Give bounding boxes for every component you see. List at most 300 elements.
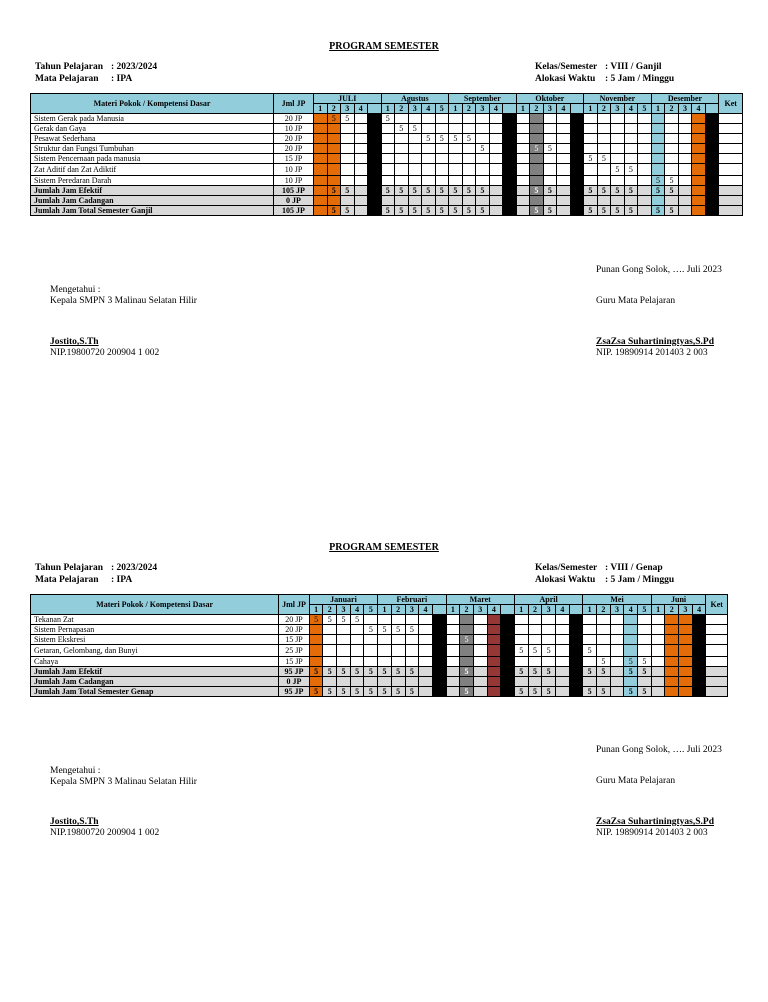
ket-cell: [706, 615, 728, 625]
week-cell: [435, 144, 449, 154]
guru-title: Guru Mata Pelajaran: [596, 776, 676, 786]
week-cell: 5: [476, 205, 490, 215]
week-cell: [692, 114, 706, 124]
week-cell: [405, 645, 419, 657]
week-cell: [364, 645, 378, 657]
week-number: 2: [460, 605, 474, 615]
week-cell: [692, 134, 706, 144]
week-cell: 5: [341, 205, 355, 215]
kelas-value: : VIII / Genap: [605, 563, 663, 573]
week-cell: [368, 154, 382, 164]
week-cell: [446, 666, 460, 676]
week-cell: [570, 134, 584, 144]
materi-cell: Cahaya: [31, 656, 279, 666]
week-number: 4: [624, 104, 638, 114]
materi-cell: Gerak dan Gaya: [31, 124, 274, 134]
week-cell: [665, 625, 679, 635]
week-cell: [570, 124, 584, 134]
kelas-value: : VIII / Ganjil: [605, 62, 662, 72]
week-cell: 5: [569, 645, 583, 657]
week-cell: 5: [583, 686, 597, 696]
mapel-value: : IPA: [111, 73, 133, 84]
week-cell: 5: [378, 686, 392, 696]
week-cell: 5: [327, 114, 341, 124]
jml-cell: 105 JP: [274, 205, 314, 215]
week-cell: [489, 205, 503, 215]
week-cell: [489, 195, 503, 205]
week-cell: [314, 134, 328, 144]
week-cell: [610, 656, 624, 666]
week-cell: [528, 615, 542, 625]
week-cell: 5: [327, 205, 341, 215]
week-cell: [679, 635, 693, 645]
week-number: 2: [395, 104, 409, 114]
week-cell: 5: [651, 185, 665, 195]
week-cell: 5: [569, 686, 583, 696]
week-cell: [395, 175, 409, 185]
week-cell: [651, 615, 665, 625]
week-cell: 5: [337, 686, 351, 696]
total-row: [31, 195, 743, 205]
week-cell: [557, 175, 571, 185]
week-cell: 5: [378, 666, 392, 676]
semester-table: [30, 93, 743, 216]
materi-cell: Sistem Peredaran Darah: [31, 175, 274, 185]
week-number: 1: [449, 104, 463, 114]
week-cell: [309, 625, 323, 635]
week-cell: [705, 185, 719, 195]
jml-cell: 15 JP: [274, 154, 314, 164]
week-cell: [395, 134, 409, 144]
week-cell: [557, 195, 571, 205]
table-row: [31, 124, 743, 134]
week-cell: 5: [543, 185, 557, 195]
week-cell: [476, 114, 490, 124]
week-cell: [543, 175, 557, 185]
week-cell: [597, 625, 611, 635]
week-cell: 5: [449, 134, 463, 144]
week-cell: [350, 635, 364, 645]
week-cell: 5: [514, 666, 528, 676]
week-cell: [419, 645, 433, 657]
week-cell: [679, 615, 693, 625]
week-cell: [435, 154, 449, 164]
week-cell: [624, 124, 638, 134]
week-cell: [597, 676, 611, 686]
week-cell: [503, 164, 517, 176]
week-cell: [503, 195, 517, 205]
week-cell: [555, 676, 569, 686]
week-cell: 5: [542, 645, 556, 657]
week-number: 1: [651, 104, 665, 114]
kelas-label: Kelas/Semester: [535, 62, 598, 72]
kepala-signature: [50, 817, 159, 839]
week-cell: [555, 625, 569, 635]
week-number: 3: [337, 605, 351, 615]
week-cell: [489, 164, 503, 176]
week-cell: [543, 114, 557, 124]
week-cell: [597, 635, 611, 645]
week-cell: [665, 645, 679, 657]
jml-cell: 25 JP: [279, 645, 310, 657]
week-number: 4: [557, 104, 571, 114]
week-cell: [395, 195, 409, 205]
week-cell: [381, 195, 395, 205]
week-cell: 5: [364, 686, 378, 696]
jml-cell: 20 JP: [279, 625, 310, 635]
week-number: 3: [543, 104, 557, 114]
week-cell: [323, 645, 337, 657]
week-cell: [381, 175, 395, 185]
total-row: [31, 666, 728, 676]
week-cell: [476, 164, 490, 176]
week-cell: 5: [462, 134, 476, 144]
week-cell: 5: [309, 615, 323, 625]
week-cell: [678, 154, 692, 164]
week-cell: [530, 154, 544, 164]
guru-name: ZsaZsa Suhartiningtyas,S.Pd: [596, 337, 714, 347]
table-row: [31, 656, 728, 666]
week-cell: [460, 625, 474, 635]
jml-cell: 20 JP: [279, 615, 310, 625]
week-cell: [679, 656, 693, 666]
week-cell: 5: [528, 645, 542, 657]
week-cell: [557, 114, 571, 124]
jml-cell: 10 JP: [274, 124, 314, 134]
week-cell: [341, 144, 355, 154]
jml-cell: 0 JP: [274, 195, 314, 205]
week-cell: [584, 164, 598, 176]
week-cell: [555, 656, 569, 666]
week-cell: [638, 185, 652, 195]
week-cell: [543, 154, 557, 164]
week-cell: [610, 686, 624, 696]
week-cell: [665, 164, 679, 176]
week-number: 1: [309, 605, 323, 615]
week-cell: 5: [435, 134, 449, 144]
week-cell: [624, 195, 638, 205]
week-cell: [419, 635, 433, 645]
week-cell: [705, 134, 719, 144]
materi-cell: Tekanan Zat: [31, 615, 279, 625]
week-cell: [337, 676, 351, 686]
week-cell: [516, 144, 530, 154]
week-number: 4: [350, 605, 364, 615]
week-cell: [651, 645, 665, 657]
week-cell: 5: [337, 666, 351, 676]
week-cell: [679, 625, 693, 635]
week-cell: 5: [327, 185, 341, 195]
week-cell: [610, 676, 624, 686]
week-cell: [624, 645, 638, 657]
week-cell: [419, 625, 433, 635]
week-cell: [583, 635, 597, 645]
week-cell: [473, 666, 487, 676]
week-cell: [405, 676, 419, 686]
week-cell: [473, 625, 487, 635]
week-cell: [584, 134, 598, 144]
week-number: [705, 104, 719, 114]
week-cell: [610, 666, 624, 676]
week-cell: [624, 175, 638, 185]
ket-cell: [719, 185, 743, 195]
col-header-ket: Ket: [719, 94, 743, 114]
tahun-label: Tahun Pelajaran: [35, 62, 104, 72]
week-cell: [542, 656, 556, 666]
week-cell: [651, 666, 665, 676]
week-cell: [610, 645, 624, 657]
week-cell: [542, 635, 556, 645]
week-cell: 5: [405, 666, 419, 676]
week-cell: [408, 175, 422, 185]
week-cell: [432, 625, 446, 635]
week-cell: [624, 134, 638, 144]
week-cell: 5: [449, 205, 463, 215]
guru-title: Guru Mata Pelajaran: [596, 296, 676, 306]
jml-cell: 95 JP: [279, 686, 310, 696]
mengetahui-block: [50, 766, 197, 788]
week-cell: 5: [350, 666, 364, 676]
week-cell: 5: [611, 205, 625, 215]
week-cell: [350, 656, 364, 666]
week-cell: [364, 635, 378, 645]
week-cell: 5: [514, 645, 528, 657]
table-row: [31, 114, 743, 124]
week-cell: [557, 154, 571, 164]
week-cell: [354, 164, 368, 176]
alokasi-label: Alokasi Waktu: [535, 73, 596, 84]
week-cell: [476, 195, 490, 205]
week-number: [570, 104, 584, 114]
ket-cell: [706, 645, 728, 657]
week-cell: [405, 635, 419, 645]
week-cell: [557, 164, 571, 176]
week-cell: [489, 154, 503, 164]
week-cell: [583, 656, 597, 666]
week-cell: [462, 175, 476, 185]
tahun-label: Tahun Pelajaran: [35, 563, 104, 573]
week-cell: 5: [543, 144, 557, 154]
week-number: 1: [446, 605, 460, 615]
week-cell: [516, 164, 530, 176]
month-header: Oktober: [516, 94, 584, 104]
week-cell: [584, 144, 598, 154]
week-cell: [422, 175, 436, 185]
week-cell: [405, 656, 419, 666]
week-cell: [705, 144, 719, 154]
week-cell: [337, 645, 351, 657]
week-cell: [395, 114, 409, 124]
week-cell: [309, 656, 323, 666]
week-cell: [419, 686, 433, 696]
week-cell: [530, 175, 544, 185]
week-number: 2: [391, 605, 405, 615]
week-cell: [489, 185, 503, 195]
info-left: [35, 62, 157, 85]
week-number: [368, 104, 382, 114]
week-cell: [422, 114, 436, 124]
week-cell: [597, 124, 611, 134]
week-cell: [570, 195, 584, 205]
col-header-jml: Jml JP: [279, 595, 310, 615]
week-cell: [678, 134, 692, 144]
week-cell: [327, 164, 341, 176]
week-cell: [432, 645, 446, 657]
week-cell: [462, 124, 476, 134]
week-cell: [692, 635, 706, 645]
week-cell: [624, 144, 638, 154]
week-cell: [503, 124, 517, 134]
week-cell: [337, 656, 351, 666]
table-row: [31, 625, 728, 635]
week-cell: [611, 114, 625, 124]
week-cell: 5: [323, 615, 337, 625]
materi-cell: Zat Aditif dan Zat Adiktif: [31, 164, 274, 176]
week-cell: [460, 676, 474, 686]
week-cell: 5: [624, 656, 638, 666]
week-cell: [487, 625, 501, 635]
week-cell: [462, 114, 476, 124]
tahun-value: : 2023/2024: [111, 62, 158, 72]
month-header: April: [514, 595, 582, 605]
week-cell: [368, 134, 382, 144]
materi-cell: Sistem Pernapasan: [31, 625, 279, 635]
week-cell: [368, 195, 382, 205]
week-cell: 5: [570, 154, 584, 164]
week-cell: 5: [408, 185, 422, 195]
week-cell: 5: [597, 656, 611, 666]
week-number: 3: [679, 605, 693, 615]
week-cell: [462, 144, 476, 154]
week-number: 4: [692, 605, 706, 615]
week-cell: 5: [665, 175, 679, 185]
week-cell: [314, 164, 328, 176]
week-cell: [692, 124, 706, 134]
week-cell: [692, 666, 706, 676]
week-cell: 5: [665, 205, 679, 215]
week-cell: [473, 635, 487, 645]
jml-cell: 15 JP: [279, 656, 310, 666]
guru-name: ZsaZsa Suhartiningtyas,S.Pd: [596, 817, 714, 827]
info-right: [535, 563, 674, 586]
week-cell: 5: [638, 666, 652, 676]
week-cell: [516, 124, 530, 134]
week-cell: 5: [395, 185, 409, 195]
week-cell: [449, 175, 463, 185]
ket-cell: [706, 666, 728, 676]
week-cell: [446, 625, 460, 635]
materi-cell: Struktur dan Fungsi Tumbuhan: [31, 144, 274, 154]
week-cell: [419, 666, 433, 676]
week-cell: 5: [435, 185, 449, 195]
month-header: Maret: [446, 595, 514, 605]
week-number: 5: [638, 605, 652, 615]
week-cell: 5: [422, 185, 436, 195]
week-cell: [651, 635, 665, 645]
total-row: [31, 185, 743, 195]
week-cell: 5: [624, 686, 638, 696]
week-cell: [337, 625, 351, 635]
week-cell: 5: [337, 615, 351, 625]
week-cell: [692, 154, 706, 164]
ket-cell: [719, 154, 743, 164]
week-number: 1: [584, 104, 598, 114]
jml-cell: 20 JP: [274, 114, 314, 124]
week-cell: [501, 645, 515, 657]
week-number: 5: [435, 104, 449, 114]
week-cell: 5: [408, 124, 422, 134]
week-cell: [323, 676, 337, 686]
week-cell: [584, 124, 598, 134]
week-cell: [381, 144, 395, 154]
week-cell: [692, 686, 706, 696]
week-cell: [354, 134, 368, 144]
week-cell: [542, 676, 556, 686]
week-cell: [503, 134, 517, 144]
week-cell: [679, 686, 693, 696]
week-cell: [665, 154, 679, 164]
week-cell: 5: [611, 164, 625, 176]
week-number: 4: [422, 104, 436, 114]
page-title: PROGRAM SEMESTER: [329, 542, 439, 553]
week-number: 3: [408, 104, 422, 114]
week-number: 3: [341, 104, 355, 114]
week-cell: [542, 625, 556, 635]
ket-cell: [719, 175, 743, 185]
ket-cell: [719, 164, 743, 176]
table-row: [31, 144, 743, 154]
week-cell: [378, 645, 392, 657]
week-cell: [692, 656, 706, 666]
week-number: 2: [462, 104, 476, 114]
week-cell: 5: [309, 666, 323, 676]
week-number: 2: [530, 104, 544, 114]
week-cell: 5: [432, 686, 446, 696]
week-cell: 5: [405, 686, 419, 696]
week-cell: 5: [530, 144, 544, 154]
week-cell: [679, 676, 693, 686]
week-cell: [341, 195, 355, 205]
week-cell: [692, 144, 706, 154]
week-cell: [584, 175, 598, 185]
week-cell: [489, 124, 503, 134]
materi-cell: Sistem Pencernaan pada manusia: [31, 154, 274, 164]
week-cell: [611, 195, 625, 205]
week-cell: [530, 164, 544, 176]
week-cell: [651, 134, 665, 144]
ket-cell: [719, 205, 743, 215]
week-cell: [391, 676, 405, 686]
week-cell: [514, 625, 528, 635]
week-cell: [597, 645, 611, 657]
week-cell: [395, 164, 409, 176]
week-cell: [692, 615, 706, 625]
week-cell: [473, 656, 487, 666]
week-cell: 5: [597, 154, 611, 164]
week-cell: [638, 615, 652, 625]
week-cell: 5: [542, 686, 556, 696]
alokasi-value: : 5 Jam / Minggu: [605, 73, 675, 84]
week-cell: [555, 666, 569, 676]
week-cell: [611, 124, 625, 134]
kepala-title: Kepala SMPN 3 Malinau Selatan Hilir: [50, 777, 197, 787]
week-cell: 5: [584, 185, 598, 195]
table-row: [31, 615, 728, 625]
guru-signature: [596, 817, 714, 839]
week-cell: 5: [476, 144, 490, 154]
week-cell: [678, 205, 692, 215]
total-row: [31, 205, 743, 215]
